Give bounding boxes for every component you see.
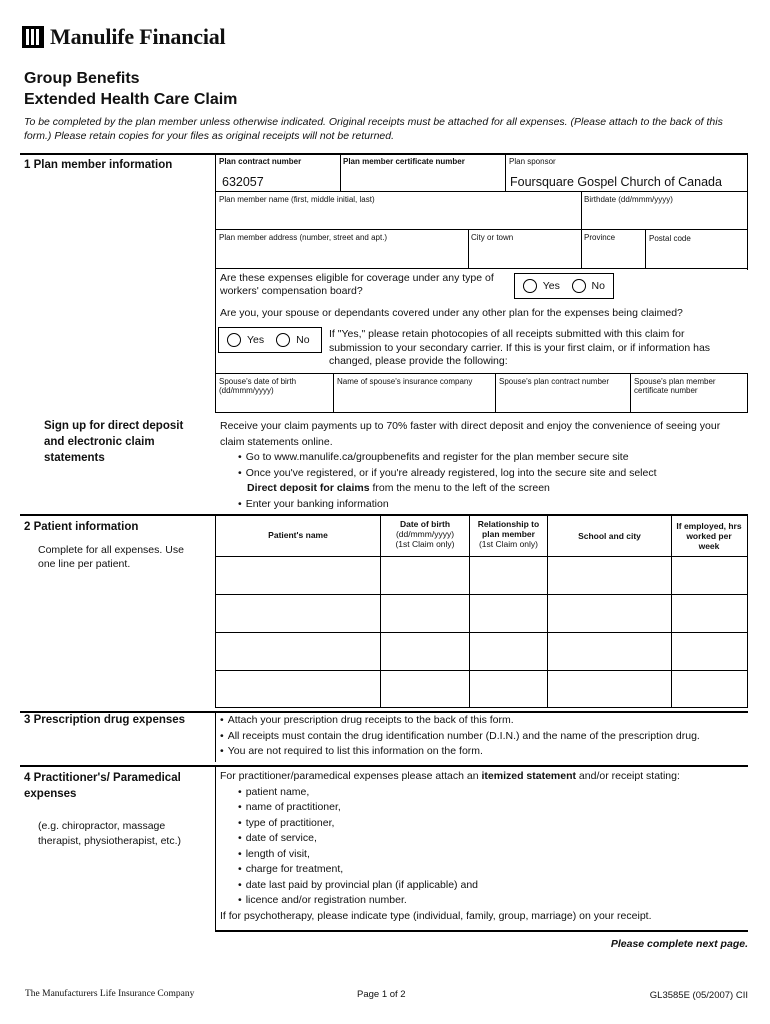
spouse-contract-label: Spouse's plan contract number xyxy=(499,377,610,386)
section4-item: • date of service, xyxy=(238,831,745,847)
col-date-of-birth: Date of birth (dd/mmm/yyyy) (1st Claim only) xyxy=(395,519,455,549)
spouse-dob-field[interactable] xyxy=(219,396,329,410)
section2-top-rule xyxy=(20,514,748,516)
city-label: City or town xyxy=(471,233,514,242)
section3-list xyxy=(220,713,745,760)
col-relationship: Relationship to plan member (1st Claim only) xyxy=(477,519,540,549)
other-plan-yes-label: Yes xyxy=(247,334,265,346)
section3-label: 3 Prescription drug expenses xyxy=(24,714,186,726)
section4-list xyxy=(220,785,745,909)
wcb-radio-group xyxy=(514,273,614,299)
other-plan-no-label: No xyxy=(296,334,310,346)
birthdate-label: Birthdate (dd/mmm/yyyy) xyxy=(584,195,673,204)
wcb-yes-radio[interactable] xyxy=(523,279,537,293)
other-plan-no-radio[interactable] xyxy=(276,333,290,347)
address-label: Plan member address (number, street and apt.) xyxy=(219,233,388,242)
section4-psychotherapy-note: If for psychotherapy, please indicate type (individual, family, group, marriage) on your receipt. xyxy=(220,909,652,922)
section4-top-rule xyxy=(20,765,748,767)
address-field[interactable] xyxy=(219,244,465,264)
direct-deposit-bullet-2: • Once you've registered, or if you're already registered, log into the secure site and select Direct deposit for claims from the menu to the left of the screen xyxy=(238,466,745,497)
province-label: Province xyxy=(584,233,616,242)
table-row[interactable] xyxy=(216,671,747,707)
section4-item: • licence and/or registration number. xyxy=(238,893,745,909)
direct-deposit-bullet-1: • Go to www.manulife.ca/groupbenefits and register for the plan member secure site xyxy=(238,450,745,466)
direct-deposit-label: Sign up for direct deposit and electronic claim statements xyxy=(44,420,184,464)
table-row[interactable] xyxy=(216,633,747,670)
section2-label: 2 Patient information xyxy=(24,521,139,533)
form-intro: To be completed by the plan member unless otherwise indicated. Original receipts must be attached for all expenses. (Please attach to the back of this form.) Please retain copies for your files as original receipts will not be returned. xyxy=(24,116,723,142)
col-patient-name: Patient's name xyxy=(268,530,328,540)
section3-bullet-1: • Attach your prescription drug receipts to the back of this form. xyxy=(220,713,745,729)
spouse-certificate-field[interactable] xyxy=(634,396,744,410)
direct-deposit-bullet-3: • Enter your banking information xyxy=(238,497,745,513)
col-school-city: School and city xyxy=(578,531,641,541)
section4-intro: For practitioner/paramedical expenses please attach an itemized statement and/or receipt stating: xyxy=(220,770,680,782)
other-plan-question: Are you, your spouse or dependants covered under any other plan for the expenses being claimed? xyxy=(220,307,683,319)
footer-company: The Manufacturers Life Insurance Company xyxy=(25,989,195,999)
birthdate-field[interactable] xyxy=(584,206,744,226)
direct-deposit-block xyxy=(220,419,745,512)
spouse-insurer-label: Name of spouse's insurance company xyxy=(337,377,473,386)
manulife-logo-icon xyxy=(22,26,44,48)
certificate-number-label: Plan member certificate number xyxy=(343,157,465,166)
direct-deposit-intro: Receive your claim payments up to 70% faster with direct deposit and enjoy the convenience of seeing your claim statements online. xyxy=(220,420,721,448)
section2-sub: Complete for all expenses. Use one line per patient. xyxy=(38,544,184,570)
member-name-label: Plan member name (first, middle initial, last) xyxy=(219,195,375,204)
plan-contract-number-label: Plan contract number xyxy=(219,157,302,166)
footer-form-code: GL3585E (05/2007) CII xyxy=(649,990,748,1001)
company-logo xyxy=(22,24,225,50)
section1-label: 1 Plan member information xyxy=(24,159,173,171)
city-field[interactable] xyxy=(471,244,577,264)
col-employed-hours: If employed, hrs worked per week xyxy=(676,521,742,551)
wcb-yes-label: Yes xyxy=(542,280,560,292)
section4-item: • name of practitioner, xyxy=(238,800,745,816)
section4-block xyxy=(220,769,745,924)
section4-sub: (e.g. chiropractor, massage therapist, physiotherapist, etc.) xyxy=(38,820,181,847)
certificate-number-field[interactable] xyxy=(343,168,503,190)
wcb-no-label: No xyxy=(591,280,605,292)
wcb-no-radio[interactable] xyxy=(572,279,586,293)
section4-item: • type of practitioner, xyxy=(238,816,745,832)
plan-sponsor-field[interactable]: Foursquare Gospel Church of Canada xyxy=(510,175,722,189)
section4-item: • length of visit, xyxy=(238,847,745,863)
province-field[interactable] xyxy=(584,244,642,264)
plan-sponsor-label: Plan sponsor xyxy=(509,157,556,166)
table-row[interactable] xyxy=(216,595,747,632)
form-title-line2: Extended Health Care Claim xyxy=(24,91,238,108)
section3-bullet-3: • You are not required to list this information on the form. xyxy=(220,744,745,760)
plan-contract-number-field[interactable]: 632057 xyxy=(222,175,264,189)
spouse-dob-label: Spouse's date of birth (dd/mmm/yyyy) xyxy=(219,377,297,395)
wcb-question: Are these expenses eligible for coverage under any type of workers' compensation board? xyxy=(220,272,494,297)
section1-top-rule xyxy=(20,153,748,155)
postal-field[interactable] xyxy=(649,244,744,264)
spouse-insurer-field[interactable] xyxy=(337,396,492,410)
logo-text: Manulife Financial xyxy=(50,24,226,49)
other-plan-radio-group xyxy=(218,327,322,353)
section4-label: 4 Practitioner's/ Paramedical expenses xyxy=(24,772,181,800)
table-row[interactable] xyxy=(216,557,747,594)
other-plan-note: If "Yes," please retain photocopies of all receipts submitted with this claim for submission to your secondary carrier. If this is your first claim, or if information has changed, please provide the following: xyxy=(329,328,711,367)
spouse-contract-field[interactable] xyxy=(499,396,627,410)
section3-bullet-2: • All receipts must contain the drug identification number (D.I.N.) and the name of the prescription drug. xyxy=(220,729,745,745)
postal-label: Postal code xyxy=(649,234,691,243)
next-page-note: Please complete next page. xyxy=(610,938,748,950)
member-name-field[interactable] xyxy=(219,206,577,226)
spouse-certificate-label: Spouse's plan member certificate number xyxy=(634,377,716,395)
section4-item: • charge for treatment, xyxy=(238,862,745,878)
section4-item: • date last paid by provincial plan (if applicable) and xyxy=(238,878,745,894)
other-plan-yes-radio[interactable] xyxy=(227,333,241,347)
form-title-line1: Group Benefits xyxy=(24,70,140,87)
section4-bottom-rule xyxy=(215,930,748,932)
section4-item: • patient name, xyxy=(238,785,745,801)
footer-page: Page 1 of 2 xyxy=(357,989,406,1000)
